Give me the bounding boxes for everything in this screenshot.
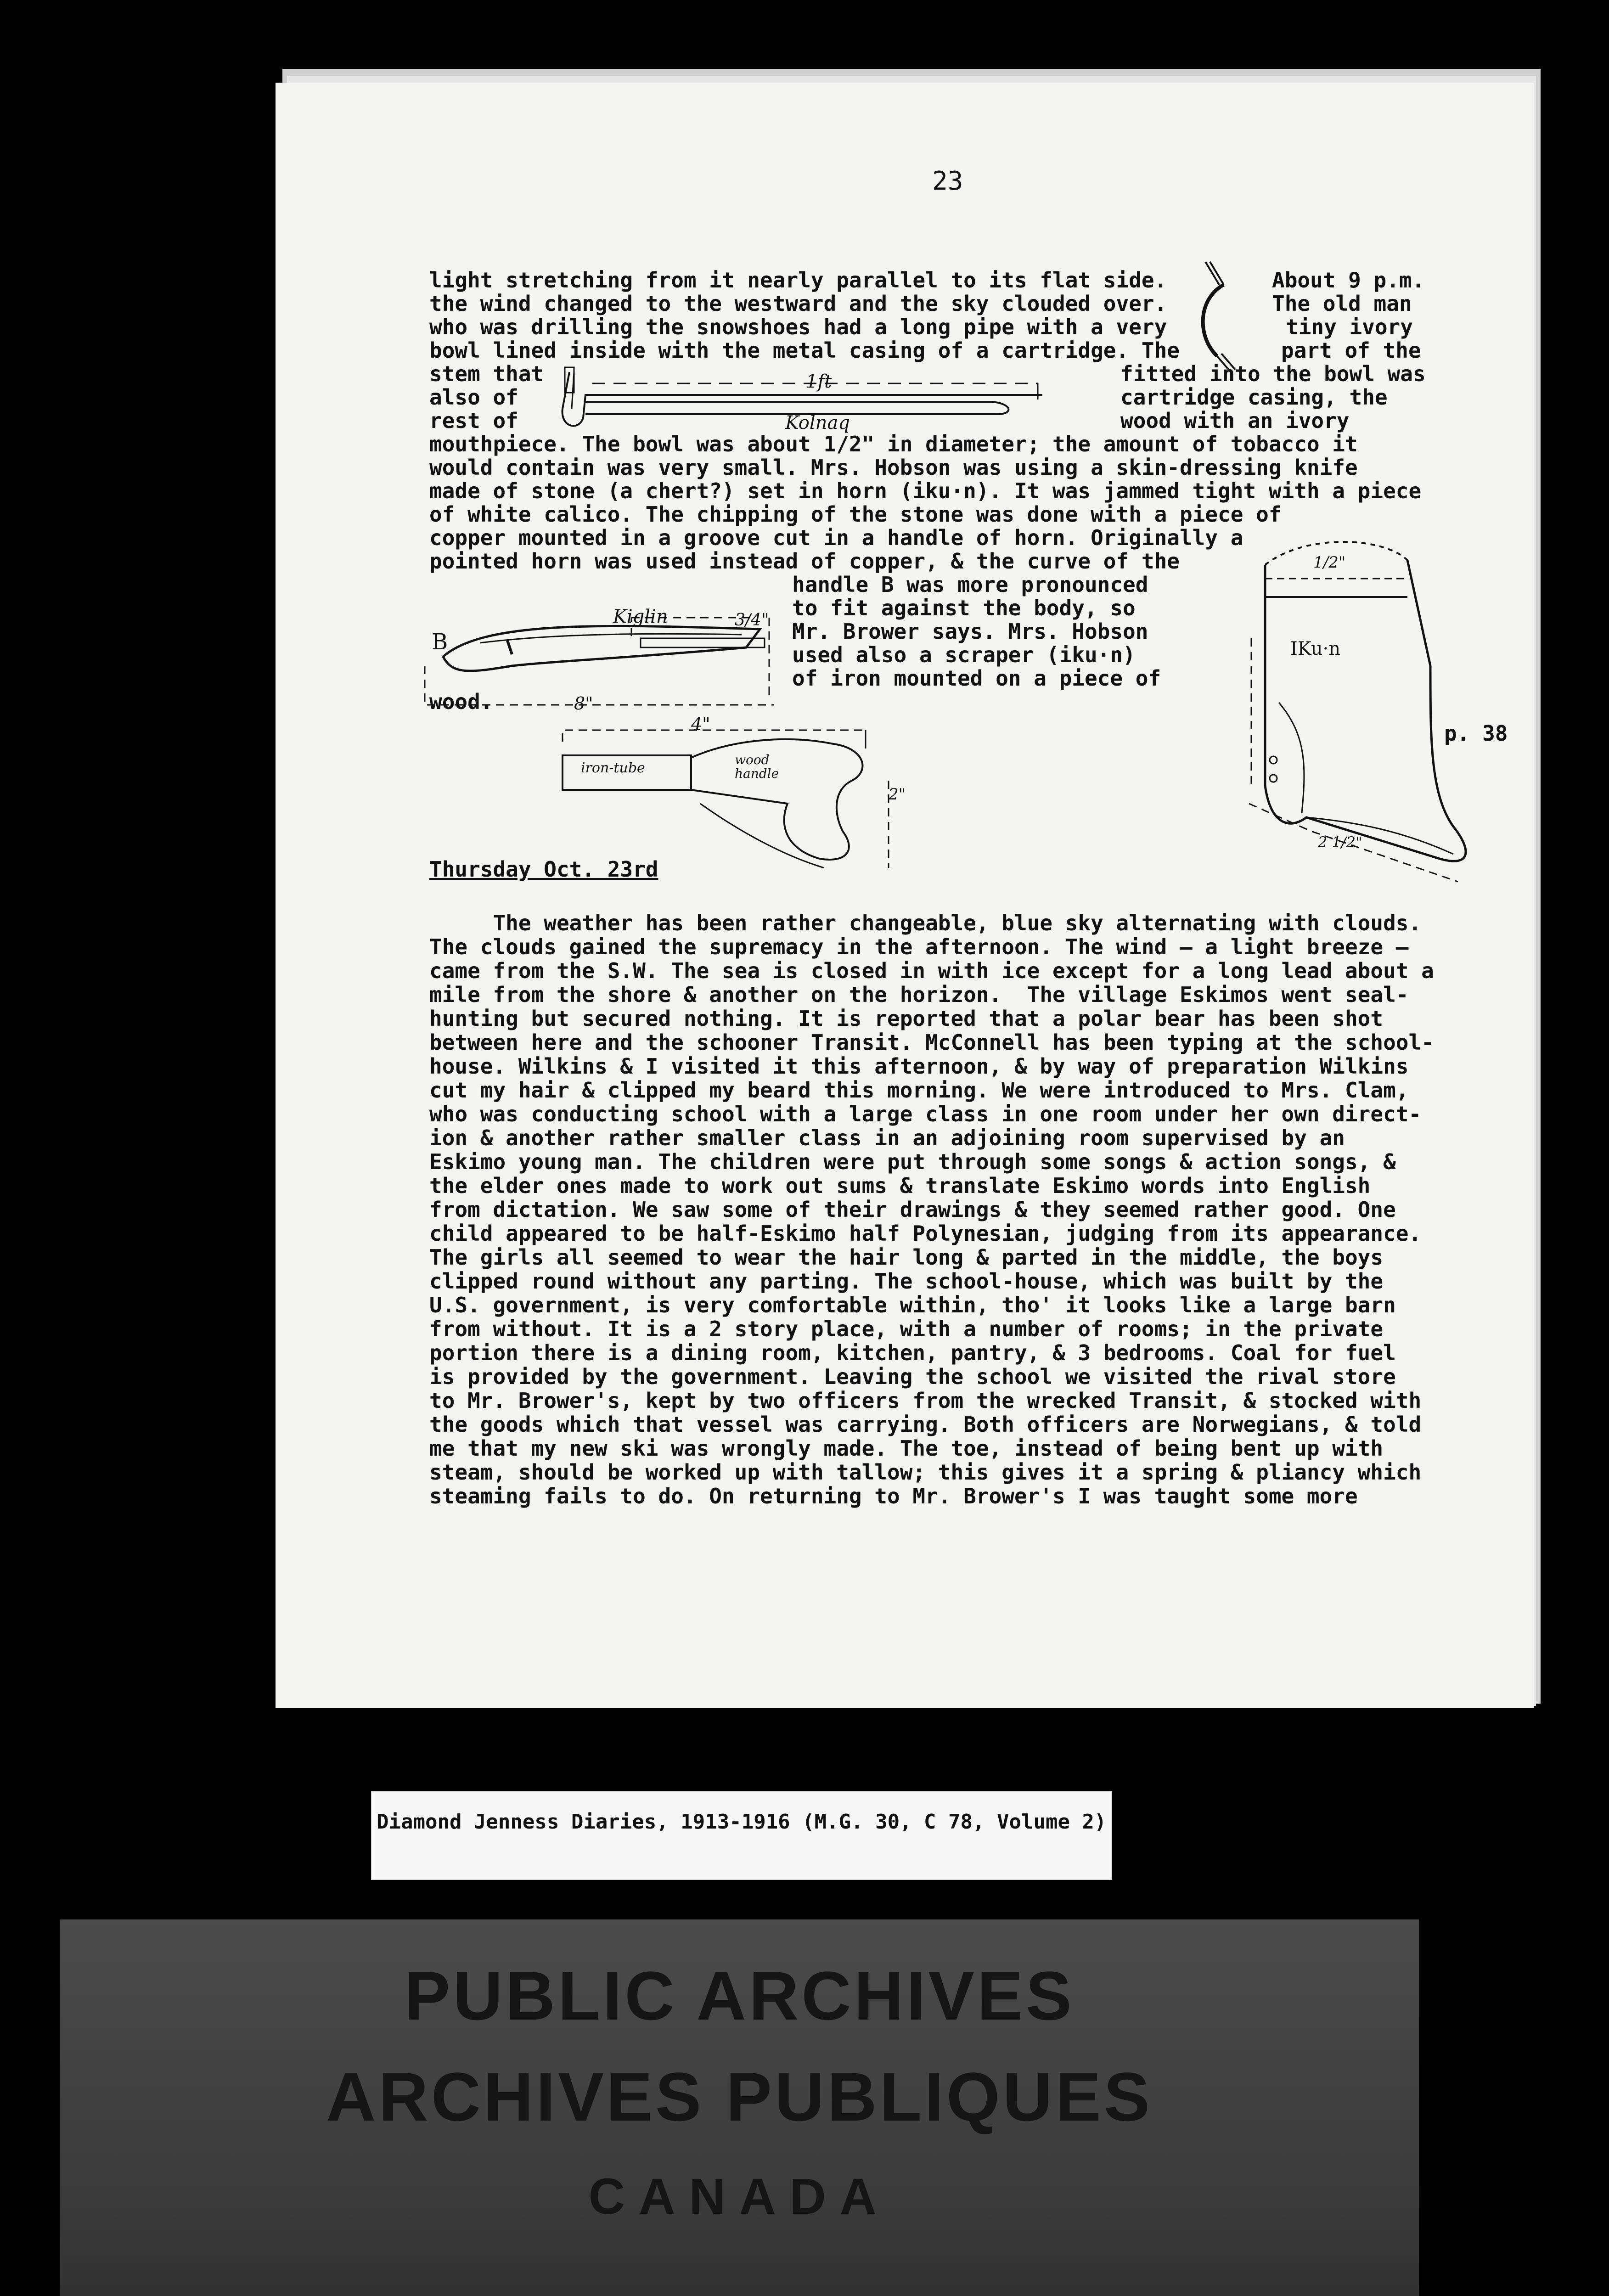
stamp-line: CANADA: [588, 2168, 890, 2225]
scraper-length-label: 4": [691, 714, 710, 734]
text-line: who was drilling the snowshoes had a long pipe with a very: [429, 315, 1167, 339]
collection-caption-text: Diamond Jenness Diaries, 1913-1916 (M.G. 30, C 78, Volume 2): [377, 1810, 1107, 1834]
horn-base-label: 2 1/2": [1318, 833, 1362, 851]
right-text-line: cartridge casing, the: [1120, 385, 1388, 410]
text-line: also of: [429, 385, 518, 410]
margin-reference: p. 38: [1444, 721, 1508, 746]
text-line: of iron mounted on a piece of: [792, 666, 1161, 691]
paragraph-line: The weather has been rather changeable, blue sky alternating with clouds.: [429, 911, 1422, 935]
paragraph-line: U.S. government, is very comfortable within, tho' it looks like a large barn: [429, 1293, 1396, 1317]
paragraph-line: child appeared to be half-Eskimo half Polynesian, judging from its appearance.: [429, 1221, 1422, 1246]
text-line: of white calico. The chipping of the stone was done with a piece of: [429, 502, 1282, 527]
archives-stamp: [60, 1919, 1419, 2296]
knife-sketch: [416, 606, 783, 726]
paragraph-line: hunting but secured nothing. It is reported that a polar bear has been shot: [429, 1006, 1384, 1031]
collection-caption-label: [371, 1791, 1112, 1880]
right-text-line: tiny ivory: [1286, 315, 1413, 339]
text-line: copper mounted in a groove cut in a handle of horn. Originally a: [429, 525, 1243, 550]
paragraph-line: clipped round without any parting. The school-house, which was built by the: [429, 1269, 1384, 1294]
right-text-line: fitted into the bowl was: [1120, 361, 1426, 386]
text-line: Mr. Brower says. Mrs. Hobson: [792, 619, 1148, 644]
paragraph-line: to Mr. Brower's, kept by two officers from the wrecked Transit, & stocked with: [429, 1388, 1422, 1413]
scraper-height-label: 2": [889, 785, 906, 804]
paragraph-line: The girls all seemed to wear the hair long & parted in the middle, the boys: [429, 1245, 1384, 1270]
right-text-line: wood with an ivory: [1120, 408, 1350, 433]
text-line: to fit against the body, so: [792, 596, 1136, 620]
paragraph-line: came from the S.W. The sea is closed in with ice except for a long lead about a: [429, 958, 1434, 983]
paragraph-line: mile from the shore & another on the horizon. The village Eskimos went seal-: [429, 982, 1409, 1007]
paragraph-line: ion & another rather smaller class in an adjoining room supervised by an: [429, 1125, 1345, 1150]
paragraph-line: the goods which that vessel was carrying. Both officers are Norwegians, & told: [429, 1412, 1422, 1437]
pipe-bowl-sketch: [1185, 257, 1244, 377]
text-line: bowl lined inside with the metal casing of a cartridge. The: [429, 338, 1180, 363]
scraper-tube-label: iron-tube: [581, 760, 645, 776]
paragraph-line: from dictation. We saw some of their drawings & they seemed rather good. One: [429, 1197, 1396, 1222]
horn-width-label: 1/2": [1313, 553, 1346, 572]
horn-name-label: IKu·n: [1290, 638, 1341, 659]
paragraph-line: me that my new ski was wrongly made. The toe, instead of being bent up with: [429, 1436, 1384, 1461]
right-text-line: part of the: [1281, 338, 1421, 363]
text-line: mouthpiece. The bowl was about 1/2" in diameter; the amount of tobacco it: [429, 432, 1358, 456]
text-line: pointed horn was used instead of copper, & the curve of the: [429, 549, 1180, 574]
paragraph-line: cut my hair & clipped my beard this morning. We were introduced to Mrs. Clam,: [429, 1078, 1409, 1103]
stamp-line: ARCHIVES PUBLIQUES: [326, 2058, 1153, 2135]
text-line: would contain was very small. Mrs. Hobson was using a skin-dressing knife: [429, 455, 1358, 480]
scraper-sketch: [549, 721, 907, 877]
paragraph-line: portion there is a dining room, kitchen, pantry, & 3 bedrooms. Coal for fuel: [429, 1340, 1396, 1365]
paragraph-line: is provided by the government. Leaving the school we visited the rival store: [429, 1364, 1396, 1389]
knife-length-label: 8": [574, 693, 593, 714]
text-line: handle B was more pronounced: [792, 572, 1148, 597]
paragraph-line: between here and the schooner Transit. McConnell has been typing at the school-: [429, 1030, 1434, 1055]
pipe-length-label: 1ft: [806, 371, 832, 392]
paragraph-line: steam, should be worked up with tallow; this gives it a spring & pliancy which: [429, 1460, 1422, 1485]
horn-sketch: [1238, 528, 1476, 886]
text-line: rest of: [429, 408, 518, 433]
text-line: wood.: [429, 689, 493, 714]
paragraph-line: the elder ones made to work out sums & translate Eskimo words into English: [429, 1173, 1371, 1198]
stamp-line: PUBLIC ARCHIVES: [404, 1957, 1075, 2034]
paragraph-line: The clouds gained the supremacy in the afternoon. The wind — a light breeze —: [429, 934, 1409, 959]
text-line: used also a scraper (iku·n): [792, 642, 1136, 667]
paragraph-line: who was conducting school with a large class in one room under her own direct-: [429, 1102, 1422, 1126]
right-text-line: About 9 p.m.: [1272, 268, 1425, 293]
knife-width-label: 3/4": [735, 611, 769, 630]
text-line: made of stone (a chert?) set in horn (iku·n). It was jammed tight with a piece: [429, 478, 1422, 503]
knife-name-label: Kiglin: [613, 606, 668, 627]
paragraph-line: steaming fails to do. On returning to Mr. Brower's I was taught some more: [429, 1484, 1358, 1508]
text-line: light stretching from it nearly parallel to its flat side.: [429, 268, 1167, 293]
paragraph-line: Eskimo young man. The children were put through some songs & action songs, &: [429, 1149, 1396, 1174]
page-number: 23: [932, 166, 963, 196]
scraper-handle-label: wood handle: [735, 752, 779, 781]
paragraph-line: house. Wilkins & I visited it this afternoon, & by way of preparation Wilkins: [429, 1054, 1409, 1079]
text-line: the wind changed to the westward and the sky clouded over.: [429, 291, 1167, 316]
entry-heading: Thursday Oct. 23rd: [429, 857, 658, 882]
pipe-name-label: Kolnaq: [785, 412, 850, 433]
right-text-line: The old man: [1272, 291, 1412, 316]
paragraph-line: from without. It is a 2 story place, with a number of rooms; in the private: [429, 1317, 1384, 1341]
knife-letter-label: B: [432, 629, 448, 655]
text-line: stem that: [429, 361, 544, 386]
